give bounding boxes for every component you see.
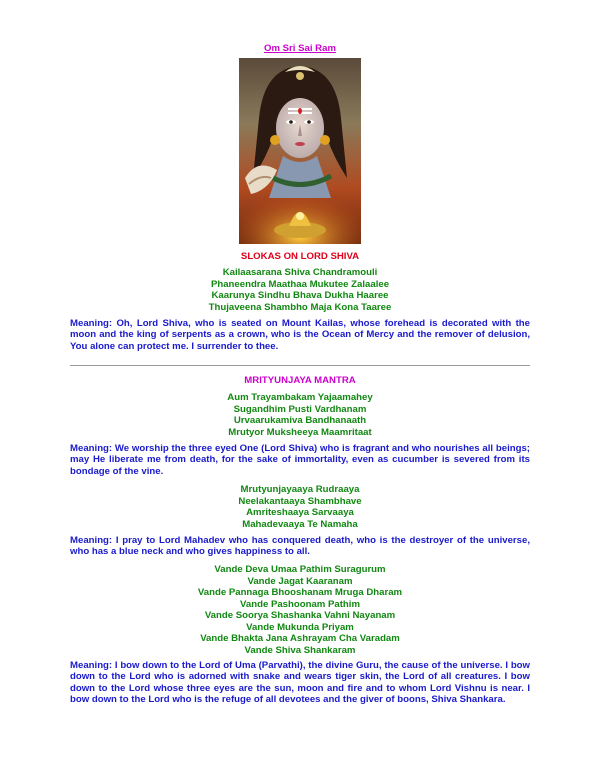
mantra-line: Urvaarukamiva Bandhanaath — [233, 415, 367, 426]
stotra-line: Vande Pashoonam Pathim — [240, 598, 360, 610]
sloka-line: Thujaveena Shambho Maja Kona Taaree — [208, 301, 392, 313]
mantra-line: Mrutyunjayaaya Rudraaya — [240, 484, 360, 495]
stotra-line: Vande Deva Umaa Pathim Suragurum — [214, 564, 386, 575]
stotra-line: Vande Mukunda Priyam — [246, 621, 354, 633]
meaning-paragraph: Meaning: I bow down to the Lord of Uma (Parvathi), the divine Guru, the cause of the universe. I bow down to the Lord who is adorned with snake and wears tiger skin, the Lord of all creatures. I bow down to the Lord whose three eyes are the sun, moon and fire and to whom Lord Vishnu is near. I bow down to the Lord who is the refuge of all devotees and the giver of boons, Shiva Shankara. — [70, 660, 530, 706]
mantra-line: Neelakantaaya Shambhave — [238, 495, 362, 507]
section-title-mrityunjaya: MRITYUNJAYA MANTRA — [244, 375, 356, 386]
stotra-line: Vande Shiva Shankaram — [244, 644, 356, 656]
mantra-line: Mahadevaaya Te Namaha — [242, 518, 358, 530]
page-header[interactable]: Om Sri Sai Ram — [264, 43, 336, 54]
stotra-line: Vande Bhakta Jana Ashrayam Cha Varadam — [200, 633, 400, 644]
stotra-line: Vande Jagat Kaaranam — [247, 575, 353, 587]
meaning-paragraph: Meaning: Oh, Lord Shiva, who is seated on Mount Kailas, whose forehead is decorated with the moon and the king of serpents as a crown, who is the Ocean of Mercy and the remover of delusion, You alone can protect me. I surrender to thee. — [70, 318, 530, 352]
mantra-line: Aum Trayambakam Yajaamahey — [227, 392, 373, 403]
mantra-line: Mrutyor Muksheeya Maamritaat — [228, 426, 372, 438]
meaning-paragraph: Meaning: I pray to Lord Mahadev who has conquered death, who is the destroyer of the universe, who has a blue neck and who gives happiness to all. — [70, 535, 530, 558]
section-title-slokas: SLOKAS ON LORD SHIVA — [240, 251, 360, 262]
stotra-line: Vande Soorya Shashanka Vahni Nayanam — [204, 610, 396, 621]
meaning-paragraph: Meaning: We worship the three eyed One (Lord Shiva) who is fragrant and who nourishes all beings; may He liberate me from death, for the sake of immortality, even as cucumber is severed from its bondage of the vine. — [70, 443, 530, 477]
sloka-line: Kaarunya Sindhu Bhava Dukha Haaree — [211, 290, 389, 301]
mantra-line: Sugandhim Pusti Vardhanam — [233, 403, 367, 415]
mantra-line: Amriteshaaya Sarvaaya — [246, 507, 354, 518]
sloka-line: Kailaasarana Shiva Chandramouli — [222, 267, 378, 278]
sloka-line: Phaneendra Maathaa Mukutee Zalaalee — [210, 278, 390, 290]
section-divider — [70, 365, 530, 366]
lord-shiva-illustration — [239, 58, 361, 244]
stotra-line: Vande Pannaga Bhooshanam Mruga Dharam — [197, 587, 403, 598]
